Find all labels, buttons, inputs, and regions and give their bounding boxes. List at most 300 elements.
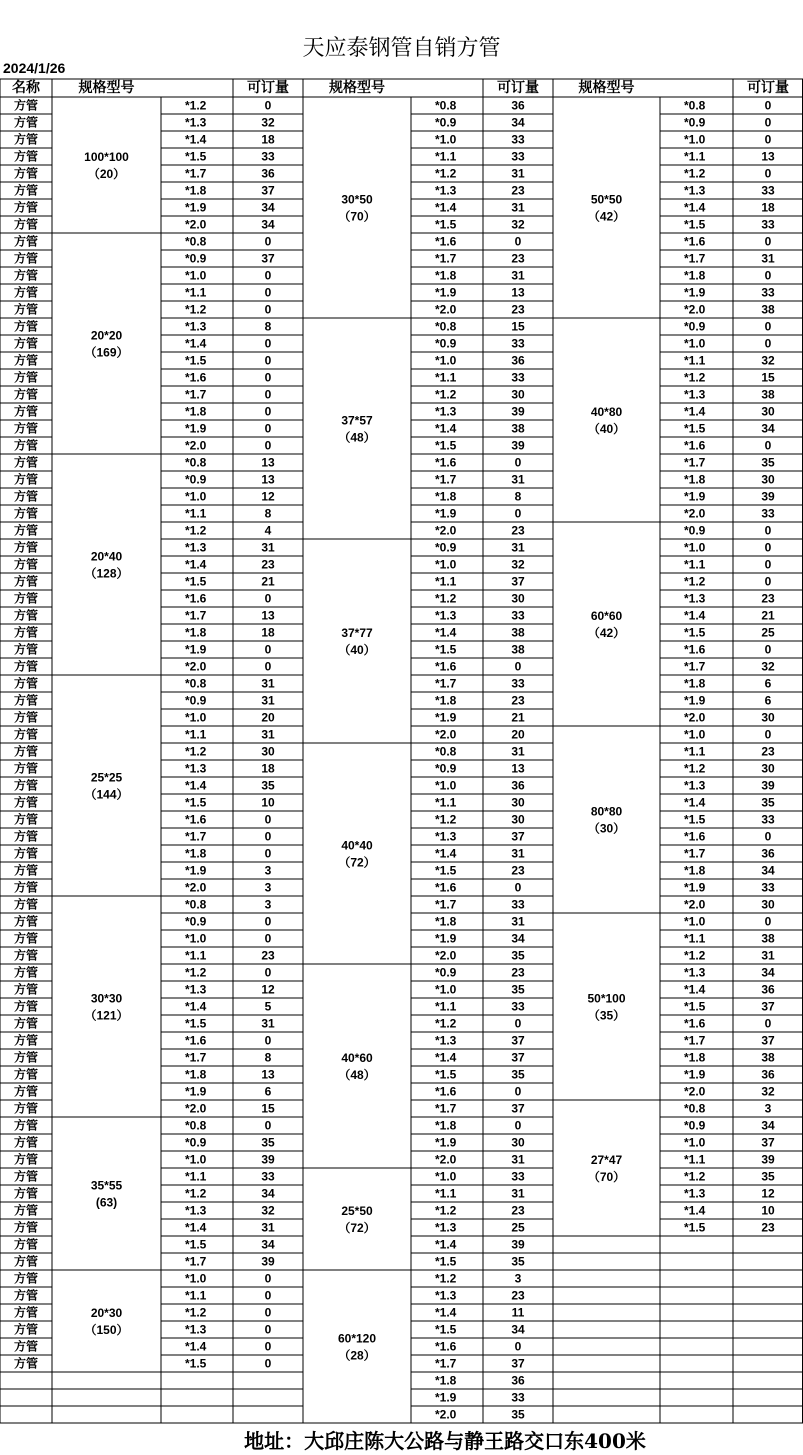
quantity-cell: 12 [261,982,275,997]
quantity-cell: 37 [511,1033,525,1048]
gauge-cell: *1.5 [185,1237,207,1252]
quantity-cell: 0 [264,591,272,606]
gauge-cell: *1.9 [684,880,706,895]
gauge-cell: *1.1 [435,795,457,810]
quantity-cell: 3 [264,880,272,895]
gauge-cell: *2.0 [435,727,457,742]
quantity-cell: 38 [511,642,525,657]
gauge-cell: *2.0 [435,1407,457,1422]
gauge-cell: *1.3 [684,965,706,980]
gauge-cell: *1.9 [435,710,457,725]
gauge-cell: *1.1 [435,149,457,164]
quantity-cell: 31 [261,540,275,555]
gauge-cell: *1.0 [435,778,457,793]
header-spec: 规格型号 [329,80,385,96]
product-name-cell: 方管 [13,659,39,674]
gauge-cell: *1.3 [684,1186,706,1201]
gauge-cell: *1.3 [435,608,457,623]
quantity-cell: 0 [264,659,272,674]
gauge-cell: *1.9 [185,642,207,657]
gauge-cell: *1.5 [435,217,457,232]
gauge-cell: *1.3 [185,1322,207,1337]
quantity-cell: 10 [261,795,275,810]
quantity-cell: 35 [261,1135,275,1150]
quantity-cell: 36 [511,353,525,368]
quantity-cell: 30 [511,591,525,606]
quantity-cell: 0 [264,642,272,657]
gauge-cell: *1.2 [185,965,207,980]
product-name-cell: 方管 [13,438,39,453]
product-name-cell: 方管 [13,1152,39,1167]
quantity-cell: 37 [261,251,275,266]
quantity-cell: 32 [761,353,775,368]
product-name-cell: 方管 [13,234,39,249]
gauge-cell: *1.6 [684,1016,706,1031]
gauge-cell: *1.9 [435,285,457,300]
quantity-cell: 13 [511,285,525,300]
quantity-cell: 37 [761,1033,775,1048]
quantity-cell: 36 [511,98,525,113]
quantity-cell: 0 [264,370,272,385]
quantity-cell: 11 [511,1305,525,1320]
quantity-cell: 0 [264,1118,272,1133]
header-spec: 规格型号 [78,80,135,96]
quantity-cell: 30 [761,472,775,487]
page-title: 天应泰钢管自销方管 [302,36,501,61]
quantity-cell: 0 [264,1305,272,1320]
quantity-cell: 25 [761,625,775,640]
quantity-cell: 12 [761,1186,775,1201]
spec-size: 25*50 [341,1204,373,1218]
gauge-cell: *1.1 [684,353,706,368]
quantity-cell: 34 [261,1237,275,1252]
gauge-cell: *1.1 [684,557,706,572]
gauge-cell: *1.5 [435,1254,457,1269]
gauge-cell: *2.0 [185,1101,207,1116]
gauge-cell: *1.2 [684,948,706,963]
spec-size: 60*120 [337,1331,377,1346]
gauge-cell: *1.3 [435,404,457,419]
gauge-cell: *1.0 [684,914,706,929]
quantity-cell: 38 [511,625,525,640]
gauge-cell: *1.5 [435,863,457,878]
quantity-cell: 32 [261,1203,275,1218]
gauge-cell: *1.3 [185,982,207,997]
quantity-cell: 35 [261,778,275,793]
quantity-cell: 18 [261,132,275,147]
gauge-cell: *1.6 [435,234,457,249]
product-name-cell: 方管 [13,268,39,283]
gauge-cell: *1.7 [684,846,706,861]
spec-count: （150） [84,1323,129,1337]
quantity-cell: 39 [761,1152,775,1167]
product-name-cell: 方管 [13,132,39,147]
quantity-cell: 0 [764,234,772,249]
product-name-cell: 方管 [13,727,39,742]
product-name-cell: 方管 [13,914,39,929]
quantity-cell: 37 [261,183,275,198]
quantity-cell: 0 [514,455,522,470]
quantity-cell: 0 [264,965,272,980]
quantity-cell: 8 [264,1050,272,1065]
gauge-cell: *1.9 [185,200,207,215]
gauge-cell: *1.1 [185,1169,207,1184]
gauge-cell: *1.0 [684,132,706,147]
gauge-cell: *1.5 [684,421,706,436]
gauge-cell: *1.2 [684,574,706,589]
product-name-cell: 方管 [13,574,39,589]
quantity-cell: 18 [761,200,775,215]
quantity-cell: 0 [764,523,772,538]
quantity-cell: 37 [511,574,525,589]
gauge-cell: *1.1 [435,370,457,385]
quantity-cell: 0 [764,115,772,130]
gauge-cell: *1.4 [185,557,207,572]
gauge-cell: *2.0 [435,948,457,963]
quantity-cell: 38 [761,387,775,402]
gauge-cell: *0.9 [185,472,207,487]
product-name-cell: 方管 [13,982,39,997]
quantity-cell: 33 [511,1390,525,1405]
gauge-cell: *0.9 [185,693,207,708]
gauge-cell: *2.0 [185,880,207,895]
gauge-cell: *1.4 [684,200,706,215]
product-name-cell: 方管 [13,421,39,436]
product-name-cell: 方管 [13,149,39,164]
quantity-cell: 13 [261,455,275,470]
gauge-cell: *1.7 [185,608,207,623]
quantity-cell: 6 [264,1084,272,1099]
quantity-cell: 0 [764,727,772,742]
gauge-cell: *1.9 [185,863,207,878]
quantity-cell: 0 [264,302,272,317]
gauge-cell: *1.6 [435,1339,457,1354]
gauge-cell: *1.9 [684,285,706,300]
gauge-cell: *1.4 [185,132,207,147]
product-name-cell: 方管 [13,319,39,334]
spec-count: （42） [587,626,626,640]
gauge-cell: *0.9 [185,251,207,266]
gauge-cell: *1.3 [684,183,706,198]
quantity-cell: 31 [261,676,275,691]
quantity-cell: 0 [764,438,772,453]
gauge-cell: *0.8 [435,98,457,113]
quantity-cell: 23 [761,591,775,606]
quantity-cell: 13 [261,608,275,623]
product-name-cell: 方管 [13,710,39,725]
quantity-cell: 23 [511,693,525,708]
product-name-cell: 方管 [13,1033,39,1048]
gauge-cell: *1.4 [185,1220,207,1235]
gauge-cell: *1.7 [435,1356,457,1371]
quantity-cell: 0 [514,880,522,895]
gauge-cell: *1.2 [435,1271,457,1286]
quantity-cell: 31 [511,166,525,181]
gauge-cell: *1.1 [435,574,457,589]
quantity-cell: 8 [514,489,522,504]
quantity-cell: 34 [761,1118,775,1133]
quantity-cell: 5 [264,999,272,1014]
gauge-cell: *0.9 [684,319,706,334]
gauge-cell: *1.3 [684,591,706,606]
quantity-cell: 32 [761,1084,775,1099]
gauge-cell: *1.8 [684,268,706,283]
quantity-cell: 37 [511,1050,525,1065]
spec-size: 60*60 [590,609,623,623]
gauge-cell: *1.3 [435,1288,457,1303]
gauge-cell: *0.9 [435,965,457,980]
gauge-cell: *1.6 [684,829,706,844]
gauge-cell: *1.1 [185,727,207,742]
quantity-cell: 31 [261,1016,275,1031]
quantity-cell: 23 [511,302,525,317]
gauge-cell: *0.8 [185,234,207,249]
gauge-cell: *1.4 [435,421,457,436]
gauge-cell: *1.8 [435,1118,457,1133]
quantity-cell: 33 [761,812,775,827]
quantity-cell: 0 [514,1118,522,1133]
gauge-cell: *1.2 [435,1016,457,1031]
spec-size: 80*80 [590,804,623,819]
product-name-cell: 方管 [13,1186,39,1201]
spec-count: （48） [338,430,376,445]
gauge-cell: *1.7 [435,1101,457,1116]
spec-size: 40*80 [590,405,623,419]
product-name-cell: 方管 [13,1203,39,1218]
quantity-cell: 0 [264,421,272,436]
quantity-cell: 23 [511,523,525,538]
quantity-cell: 34 [261,217,275,232]
quantity-cell: 0 [264,1033,272,1048]
quantity-cell: 30 [261,744,275,759]
gauge-cell: *1.4 [435,200,457,215]
gauge-cell: *1.8 [185,404,207,419]
gauge-cell: *1.6 [435,1084,457,1099]
gauge-cell: *1.6 [435,659,457,674]
gauge-cell: *1.8 [684,863,706,878]
product-name-cell: 方管 [13,302,39,317]
header-spec: 规格型号 [578,80,635,96]
gauge-cell: *2.0 [185,217,207,232]
gauge-cell: *0.8 [435,744,457,759]
product-name-cell: 方管 [13,608,39,623]
product-name-cell: 方管 [13,1118,39,1133]
gauge-cell: *1.2 [435,166,457,181]
quantity-cell: 39 [261,1152,275,1167]
quantity-cell: 8 [264,506,272,521]
gauge-cell: *1.5 [684,1220,706,1235]
quantity-cell: 36 [511,1373,525,1388]
quantity-cell: 4 [264,523,272,538]
quantity-cell: 30 [761,761,775,776]
gauge-cell: *1.6 [684,438,706,453]
product-name-cell: 方管 [13,761,39,776]
quantity-cell: 31 [261,1220,275,1235]
quantity-cell: 33 [511,897,525,912]
gauge-cell: *1.0 [684,336,706,351]
gauge-cell: *1.5 [435,438,457,453]
quantity-cell: 0 [264,353,272,368]
gauge-cell: *2.0 [185,438,207,453]
product-name-cell: 方管 [13,166,39,181]
gauge-cell: *2.0 [185,659,207,674]
product-name-cell: 方管 [13,676,39,691]
product-name-cell: 方管 [13,1271,39,1286]
gauge-cell: *1.5 [684,217,706,232]
gauge-cell: *1.8 [185,183,207,198]
product-name-cell: 方管 [13,353,39,368]
spec-count: （70） [587,1170,626,1184]
spec-size: 20*40 [90,549,123,564]
quantity-cell: 0 [514,506,522,521]
gauge-cell: *1.3 [684,778,706,793]
gauge-cell: *1.5 [185,1356,207,1371]
quantity-cell: 0 [264,268,272,283]
quantity-cell: 31 [511,200,525,215]
spec-size: 20*30 [90,1306,123,1320]
gauge-cell: *1.0 [435,132,457,147]
gauge-cell: *1.4 [185,336,207,351]
quantity-cell: 0 [764,98,772,113]
gauge-cell: *1.3 [185,115,207,130]
product-name-cell: 方管 [13,880,39,895]
gauge-cell: *1.2 [435,1203,457,1218]
product-name-cell: 方管 [13,863,39,878]
gauge-cell: *1.7 [185,1050,207,1065]
spec-count: （20） [87,167,126,181]
header-name: 名称 [12,80,40,96]
gauge-cell: *1.7 [684,1033,706,1048]
gauge-cell: *1.1 [684,149,706,164]
spec-count: （128） [84,566,129,581]
gauge-cell: *1.8 [684,676,706,691]
gauge-cell: *1.1 [684,744,706,759]
quantity-cell: 34 [261,1186,275,1201]
quantity-cell: 37 [511,1356,525,1371]
quantity-cell: 20 [511,727,525,742]
gauge-cell: *0.9 [684,1118,706,1133]
quantity-cell: 31 [511,1152,525,1167]
product-name-cell: 方管 [13,829,39,844]
gauge-cell: *1.5 [185,1016,207,1031]
quantity-cell: 0 [764,540,772,555]
gauge-cell: *1.7 [185,1254,207,1269]
quantity-cell: 38 [761,1050,775,1065]
quantity-cell: 33 [511,132,525,147]
gauge-cell: *1.3 [435,1033,457,1048]
quantity-cell: 0 [264,1356,272,1371]
gauge-cell: *2.0 [684,506,706,521]
quantity-cell: 13 [761,149,775,164]
product-name-cell: 方管 [13,931,39,946]
quantity-cell: 38 [761,931,775,946]
quantity-cell: 0 [764,336,772,351]
quantity-cell: 33 [511,149,525,164]
gauge-cell: *1.4 [684,982,706,997]
product-name-cell: 方管 [13,1084,39,1099]
gauge-cell: *1.5 [684,625,706,640]
product-name-cell: 方管 [13,455,39,470]
quantity-cell: 12 [261,489,275,504]
quantity-cell: 0 [264,1339,272,1354]
product-name-cell: 方管 [13,387,39,402]
gauge-cell: *1.1 [684,931,706,946]
spec-size: 35*55 [90,1178,123,1193]
quantity-cell: 34 [511,115,525,130]
quantity-cell: 33 [761,506,775,521]
quantity-cell: 30 [511,387,525,402]
gauge-cell: *1.3 [185,540,207,555]
quantity-cell: 0 [264,438,272,453]
gauge-cell: *1.7 [684,251,706,266]
gauge-cell: *0.8 [435,319,457,334]
quantity-cell: 13 [511,761,525,776]
product-name-cell: 方管 [13,744,39,759]
quantity-cell: 33 [261,149,275,164]
gauge-cell: *1.2 [684,1169,706,1184]
quantity-cell: 23 [261,557,275,572]
gauge-cell: *1.6 [684,234,706,249]
quantity-cell: 33 [511,370,525,385]
quantity-cell: 23 [511,251,525,266]
gauge-cell: *1.7 [185,829,207,844]
product-name-cell: 方管 [13,1305,39,1320]
gauge-cell: *1.5 [435,1067,457,1082]
gauge-cell: *2.0 [435,1152,457,1167]
quantity-cell: 34 [761,965,775,980]
quantity-cell: 35 [511,1254,525,1269]
product-name-cell: 方管 [13,336,39,351]
gauge-cell: *1.3 [684,387,706,402]
gauge-cell: *0.8 [185,897,207,912]
quantity-cell: 35 [761,455,775,470]
gauge-cell: *1.3 [435,1220,457,1235]
quantity-cell: 34 [261,200,275,215]
spec-count: （42） [587,209,626,224]
quantity-cell: 6 [764,693,772,708]
quantity-cell: 38 [761,302,775,317]
product-name-cell: 方管 [13,948,39,963]
gauge-cell: *0.9 [684,523,706,538]
gauge-cell: *1.3 [185,761,207,776]
quantity-cell: 36 [261,166,275,181]
quantity-cell: 8 [264,319,272,334]
product-name-cell: 方管 [13,812,39,827]
gauge-cell: *0.9 [684,115,706,130]
gauge-cell: *1.1 [185,506,207,521]
spec-size: 30*50 [341,192,373,207]
quantity-cell: 34 [511,1322,525,1337]
gauge-cell: *1.9 [684,1067,706,1082]
gauge-cell: *1.4 [185,778,207,793]
quantity-cell: 34 [511,931,525,946]
gauge-cell: *1.7 [435,897,457,912]
quantity-cell: 30 [761,897,775,912]
product-name-cell: 方管 [13,557,39,572]
quantity-cell: 35 [511,1067,525,1082]
quantity-cell: 35 [511,1407,525,1422]
gauge-cell: *1.0 [185,1152,207,1167]
gauge-cell: *1.4 [684,404,706,419]
gauge-cell: *1.1 [684,1152,706,1167]
quantity-cell: 23 [261,948,275,963]
product-name-cell: 方管 [13,183,39,198]
spec-size: 50*100 [587,991,626,1006]
product-name-cell: 方管 [13,1237,39,1252]
quantity-cell: 0 [264,285,272,300]
quantity-cell: 15 [261,1101,275,1116]
gauge-cell: *1.4 [435,1050,457,1065]
